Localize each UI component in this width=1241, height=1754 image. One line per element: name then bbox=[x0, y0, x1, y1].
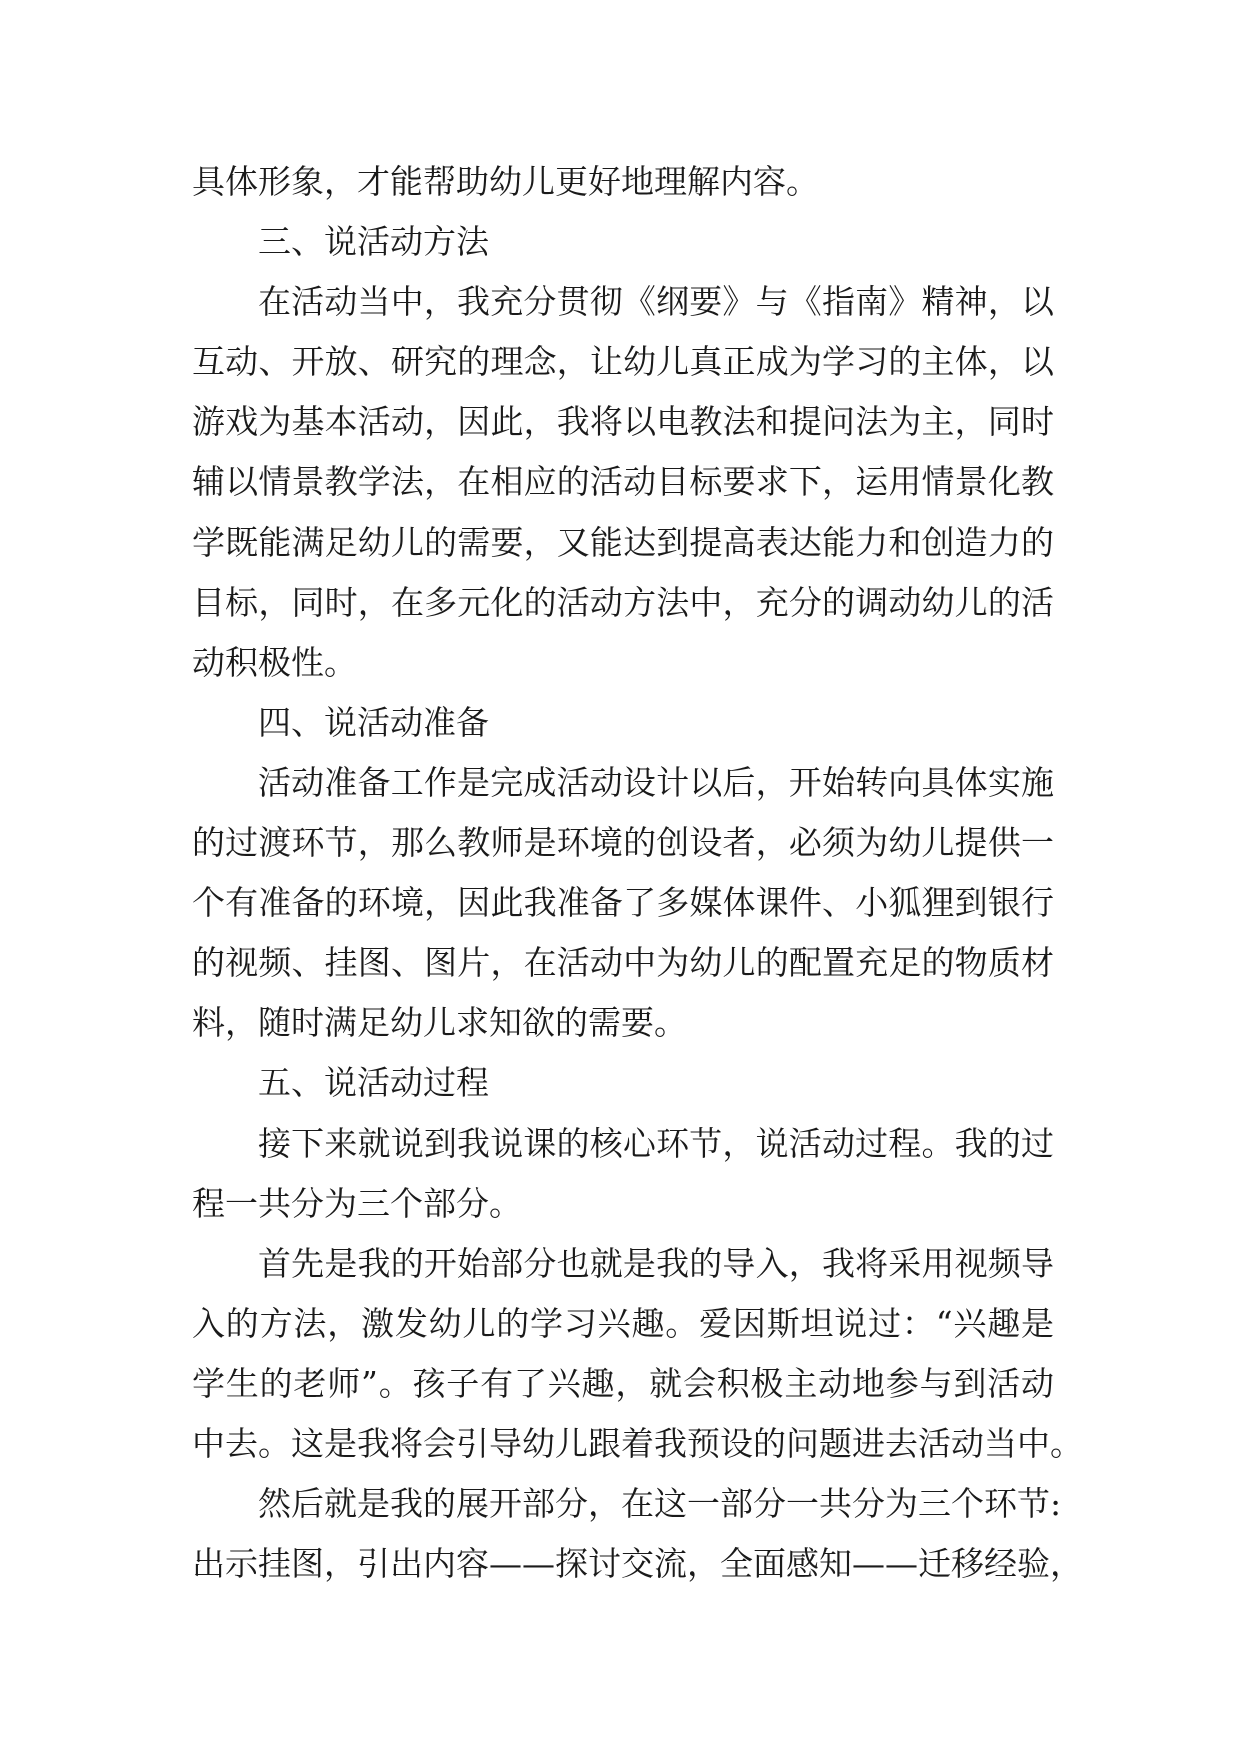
section-heading-process: 五、说活动过程 bbox=[258, 1063, 489, 1103]
paragraph-line: 互动、开放、研究的理念，让幼儿真正成为学习的主体，以 bbox=[192, 342, 1054, 382]
paragraph-line: 具体形象，才能帮助幼儿更好地理解内容。 bbox=[192, 162, 819, 201]
paragraph-line: 游戏为基本活动，因此，我将以电教法和提问法为主，同时 bbox=[192, 402, 1054, 442]
paragraph-line: 学既能满足幼儿的需要，又能达到提高表达能力和创造力的 bbox=[192, 522, 1054, 562]
paragraph-line: 个有准备的环境，因此我准备了多媒体课件、小狐狸到银行 bbox=[192, 883, 1054, 923]
paragraph-line: 在活动当中，我充分贯彻《纲要》与《指南》精神，以 bbox=[258, 282, 1054, 322]
paragraph-line: 活动准备工作是完成活动设计以后，开始转向具体实施 bbox=[258, 762, 1054, 802]
paragraph-line: 接下来就说到我说课的核心环节，说活动过程。我的过 bbox=[258, 1123, 1054, 1163]
paragraph-line: 出示挂图，引出内容——探讨交流，全面感知——迁移经验， bbox=[192, 1544, 1083, 1584]
paragraph-line: 动积极性。 bbox=[192, 642, 357, 682]
paragraph-line: 学生的老师”。孩子有了兴趣，就会积极主动地参与到活动 bbox=[192, 1363, 1054, 1403]
paragraph-line: 目标，同时，在多元化的活动方法中，充分的调动幼儿的活 bbox=[192, 582, 1054, 622]
section-heading-preparation: 四、说活动准备 bbox=[258, 702, 489, 742]
paragraph-line: 的视频、挂图、图片，在活动中为幼儿的配置充足的物质材 bbox=[192, 943, 1054, 983]
paragraph-line: 的过渡环节，那么教师是环境的创设者，必须为幼儿提供一 bbox=[192, 823, 1054, 863]
paragraph-line: 程一共分为三个部分。 bbox=[192, 1183, 522, 1223]
paragraph-line: 料，随时满足幼儿求知欲的需要。 bbox=[192, 1003, 687, 1043]
paragraph-line: 中去。这是我将会引导幼儿跟着我预设的问题进去活动当中。 bbox=[192, 1423, 1083, 1463]
section-heading-methods: 三、说活动方法 bbox=[258, 222, 489, 262]
paragraph-line: 入的方法，激发幼儿的学习兴趣。爱因斯坦说过：“兴趣是 bbox=[192, 1303, 1054, 1343]
paragraph-line: 首先是我的开始部分也就是我的导入，我将采用视频导 bbox=[258, 1243, 1054, 1283]
document-body bbox=[192, 152, 1083, 1594]
paragraph-line: 辅以情景教学法，在相应的活动目标要求下，运用情景化教 bbox=[192, 462, 1054, 502]
paragraph-line: 然后就是我的展开部分，在这一部分一共分为三个环节: bbox=[258, 1484, 1062, 1524]
